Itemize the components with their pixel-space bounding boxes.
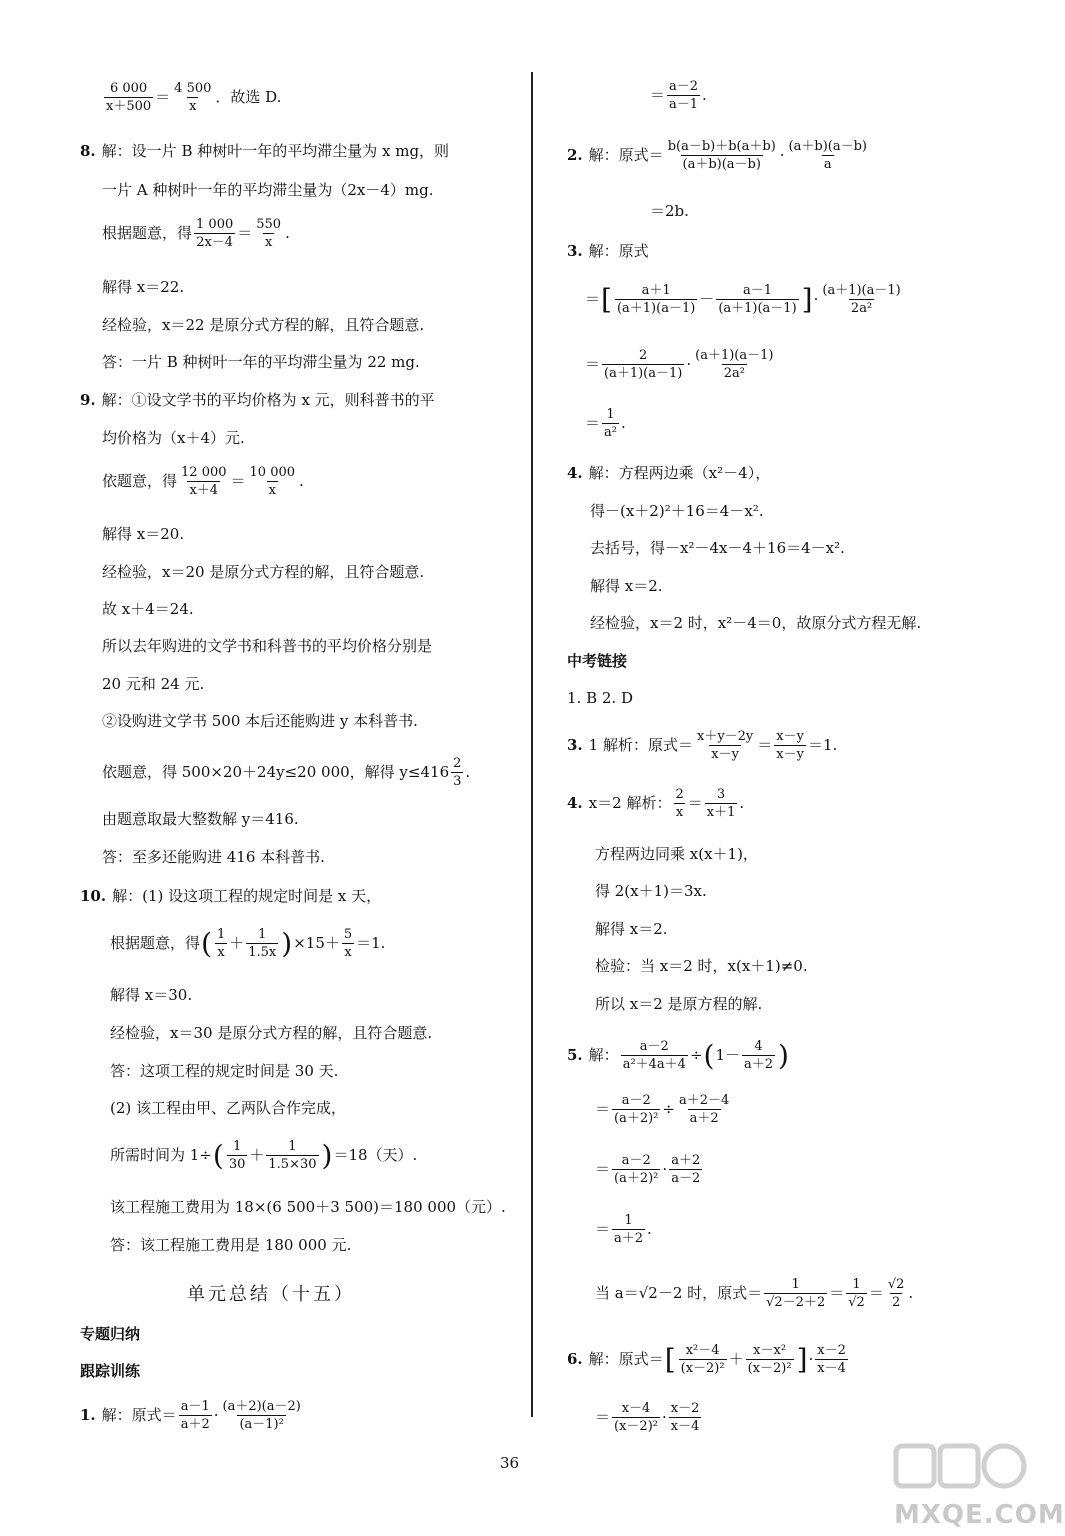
question-number: 8.	[80, 142, 96, 160]
fraction: $\frac{(a+b)(a-b)}{a}$	[788, 139, 867, 172]
q8-line-c: 根据题意，得 $\frac{1 000}{2x-4}$ ＝ $\frac{550}{x}$ .	[102, 217, 290, 250]
r4-line-d: 解得 x＝2.	[590, 577, 663, 595]
zk4-line-d: 检验：当 x＝2 时，x(x＋1)≠0.	[595, 957, 808, 975]
q9-line-l: 答：至多还能购进 416 本科普书.	[102, 848, 325, 866]
fraction: $\frac{√2}{2}$	[887, 1277, 905, 1310]
zk5-line: 5. 解： $\frac{a-2}{\text{a²＋4a＋4}}$ ÷ ( 1－ $\frac{4}{a+2}$ )	[567, 1038, 789, 1072]
fraction: $\frac{1}{30}$	[228, 1139, 246, 1172]
zk5-substitution: 当 a＝√2－2 时，原式＝ $\frac{1}{√2-2+2}$ ＝ $\frac{1}{√2}$ ＝ $\frac{√2}{2}$ .	[595, 1277, 914, 1310]
fraction: $\frac{(a+2)(a-2)}{\text{(a－1)²}}$	[222, 1399, 301, 1432]
question-number: 9.	[80, 391, 96, 409]
fraction: $\frac{2}{3}$	[453, 756, 462, 789]
question-number: 4.	[567, 794, 583, 812]
line-q7-end: $\frac{6 000}{x+500}$ ＝ $\frac{4 500}{x}$ ．故选 D.	[106, 81, 282, 114]
zk-line-1-2: 1. B 2. D	[567, 689, 633, 707]
fraction: $\frac{12 000}{x+4}$	[181, 465, 227, 498]
fraction: $\frac{1}{√2}$	[848, 1277, 865, 1310]
zk5-line-4: ＝ $\frac{1}{a+2}$ .	[595, 1213, 652, 1246]
zk3-line: 3. 1 解析：原式＝ $\frac{x+y-2y}{x-y}$ ＝ $\frac{x-y}{x-y}$ ＝1.	[567, 729, 838, 762]
fraction: $\frac{a-2}{a-1}$	[669, 79, 699, 112]
fraction: $\frac{10 000}{x}$	[249, 465, 296, 498]
q8-line-f: 答：一片 B 种树叶一年的平均滞尘量为 22 mg.	[102, 353, 420, 371]
q8-line-d: 解得 x＝22.	[102, 278, 185, 296]
question-number: 3.	[567, 736, 583, 754]
fraction: $\frac{x-2}{x-4}$	[670, 1401, 700, 1434]
q10-line-i: 答：该工程施工费用是 180 000 元.	[110, 1236, 352, 1254]
q9-line-j: 依题意，得 500×20＋24y≤20 000，解得 y≤416 $\frac{2}{3}$ .	[102, 756, 471, 789]
fraction: $\frac{x-4}{\text{(x－2)²}}$	[614, 1401, 658, 1434]
r0-line: ＝ $\frac{a-2}{a-1}$ .	[650, 79, 707, 112]
fraction: $\frac{1}{√2-2+2}$	[766, 1277, 826, 1310]
q9-line-f: 故 x＋4＝24.	[102, 600, 194, 618]
r3-line-2: ＝ $\frac{2}{(a+1)(a-1)}$ · $\frac{(a+1)(a-1)}{\text{2a²}}$	[585, 348, 774, 381]
zk6-line: 6. 解：原式＝ [ $\frac{\text{x²－4}}{\text{(x－2)²}}$ ＋ $\frac{\text{x－x²}}{\text{(x－2)²}}$ ] · $\frac{x-2}{x-4}$	[567, 1342, 846, 1376]
r3-line-1: ＝ [ $\frac{a+1}{(a+1)(a-1)}$ － $\frac{a-1}{(a+1)(a-1)}$ ] · $\frac{(a+1)(a-1)}{\text{2a²}}$	[585, 282, 901, 316]
q9-line-c: 依题意，得 $\frac{12 000}{x+4}$ ＝ $\frac{10 000}{x}$ .	[102, 465, 304, 498]
r4-line-e: 经检验，x＝2 时，x²－4＝0，故原分式方程无解.	[590, 614, 922, 632]
q8-line-b: 一片 A 种树叶一年的平均滞尘量为（2x－4）mg.	[102, 181, 434, 199]
q10-line-b: 根据题意，得 ( $\frac{1}{x}$ ＋ $\frac{1}{1.5x}$ ) ×15＋ $\frac{5}{x}$ ＝1.	[110, 926, 386, 960]
subhead-exam-link: 中考链接	[567, 652, 628, 670]
q9-line-d: 解得 x＝20.	[102, 525, 185, 543]
r4-line-c: 去括号，得－x²－4x－4＋16＝4－x².	[590, 539, 845, 557]
q10-line-d: 经检验，x＝30 是原分式方程的解，且符合题意.	[110, 1024, 433, 1042]
question-number: 10.	[80, 887, 107, 905]
fraction: $\frac{(a+1)(a-1)}{\text{2a²}}$	[822, 283, 901, 316]
q10-line-e: 答：这项工程的规定时间是 30 天.	[110, 1062, 339, 1080]
r3-head: 3. 解：原式	[567, 242, 649, 260]
q9-line-k: 由题意取最大整数解 y＝416.	[102, 810, 299, 828]
section-title: 单元总结（十五）	[187, 1284, 355, 1305]
watermark-text: MXQE.COM	[894, 1500, 1065, 1530]
zk4-line: 4. x＝2 解析： $\frac{2}{x}$ ＝ $\frac{3}{x+1}$ .	[567, 787, 745, 820]
page-number: 36	[500, 1454, 520, 1472]
t1-line: 1. 解：原式＝ $\frac{a-1}{a+2}$ · $\frac{(a+2)(a-2)}{\text{(a－1)²}}$	[80, 1399, 301, 1432]
fraction: $\frac{a+2}{a-2}$	[671, 1153, 701, 1186]
q9-line-a: 9. 解：①设文学书的平均价格为 x 元，则科普书的平	[80, 391, 435, 409]
fraction: $\frac{3}{x+1}$	[706, 787, 736, 820]
q10-line-g: 所需时间为 1÷ ( $\frac{1}{30}$ ＋ $\frac{1}{1.5\times 30}$ ) ＝18（天）.	[110, 1138, 418, 1172]
zk6-line-2: ＝ $\frac{x-4}{\text{(x－2)²}}$ · $\frac{x-2}{x-4}$	[595, 1401, 700, 1434]
fraction: $\frac{4 500}{x}$	[174, 81, 212, 114]
q9-line-b: 均价格为（x＋4）元.	[102, 429, 245, 447]
fraction: $\frac{1}{1.5x}$	[248, 927, 277, 960]
fraction: $\frac{a-1}{(a+1)(a-1)}$	[718, 283, 797, 316]
fraction: $\frac{a+2-4}{a+2}$	[678, 1093, 730, 1126]
q9-line-h: 20 元和 24 元.	[102, 675, 205, 693]
zk4-line-e: 所以 x＝2 是原方程的解.	[595, 995, 763, 1013]
fraction: $\frac{550}{x}$	[256, 217, 282, 250]
zk4-line-c: 解得 x＝2.	[595, 920, 668, 938]
q10-line-a: 10. 解：(1) 设这项工程的规定时间是 x 天，	[80, 887, 382, 905]
q9-line-i: ②设购进文学书 500 本后还能购进 y 本科普书.	[102, 712, 418, 730]
fraction: $\frac{2}{(a+1)(a-1)}$	[604, 348, 683, 381]
subhead-topic-summary: 专题归纳	[80, 1325, 141, 1343]
fraction: $\frac{(a+1)(a-1)}{\text{2a²}}$	[695, 348, 774, 381]
q8-line-e: 经检验，x＝22 是原分式方程的解，且符合题意.	[102, 316, 425, 334]
q8-line-a: 8. 解：设一片 B 种树叶一年的平均滞尘量为 x mg，则	[80, 142, 450, 160]
q9-line-g: 所以去年购进的文学书和科普书的平均价格分别是	[102, 637, 433, 655]
fraction: $\frac{x-y}{x-y}$	[776, 729, 804, 762]
fraction: $\frac{b(a-b)+b(a+b)}{(a+b)(a-b)}$	[667, 139, 776, 172]
fraction: $\frac{a-2}{\text{(a＋2)²}}$	[614, 1093, 659, 1126]
question-number: 4.	[567, 464, 583, 482]
zk5-line-3: ＝ $\frac{a-2}{\text{(a＋2)²}}$ · $\frac{a+2}{a-2}$	[595, 1153, 701, 1186]
r4-line-b: 得－(x＋2)²＋16＝4－x².	[590, 502, 764, 520]
fraction: $\frac{\text{x²－4}}{\text{(x－2)²}}$	[680, 1343, 725, 1376]
fraction: $\frac{a+1}{(a+1)(a-1)}$	[616, 283, 696, 316]
q9-line-e: 经检验，x＝20 是原分式方程的解，且符合题意.	[102, 563, 425, 581]
fraction: $\frac{1}{1.5\times 30}$	[268, 1139, 317, 1172]
r2-result: ＝2b.	[650, 202, 689, 220]
fraction: $\frac{1}{a+2}$	[614, 1213, 644, 1246]
r4-line-a: 4. 解：方程两边乘（x²－4），	[567, 464, 771, 482]
fraction: $\frac{2}{x}$	[675, 787, 684, 820]
question-number: 6.	[567, 1350, 583, 1368]
q10-line-h: 该工程施工费用为 18×(6 500＋3 500)＝180 000（元）.	[110, 1198, 506, 1216]
fraction: $\frac{a-2}{\text{(a＋2)²}}$	[614, 1153, 659, 1186]
fraction: $\frac{1}{\text{a²}}$	[604, 407, 617, 440]
fraction: $\frac{\text{x－x²}}{\text{(x－2)²}}$	[747, 1343, 792, 1376]
question-number: 2.	[567, 146, 583, 164]
fraction: $\frac{4}{a+2}$	[744, 1039, 774, 1072]
fraction: $\frac{a-2}{\text{a²＋4a＋4}}$	[622, 1039, 686, 1072]
fraction: $\frac{x-2}{x-4}$	[817, 1343, 846, 1376]
r3-line-3: ＝ $\frac{1}{\text{a²}}$ .	[585, 407, 626, 440]
fraction: $\frac{1}{x}$	[216, 927, 226, 960]
question-number: 1.	[80, 1406, 96, 1424]
q10-line-f: (2) 该工程由甲、乙两队合作完成，	[110, 1099, 347, 1117]
subhead-tracking-practice: 跟踪训练	[80, 1362, 141, 1380]
r2-line: 2. 解：原式＝ $\frac{b(a-b)+b(a+b)}{(a+b)(a-b)}$ · $\frac{(a+b)(a-b)}{a}$	[567, 139, 867, 172]
zk5-line-2: ＝ $\frac{a-2}{\text{(a＋2)²}}$ ÷ $\frac{a+2-4}{a+2}$	[595, 1093, 730, 1126]
zk4-line-a: 方程两边同乘 x(x＋1)，	[595, 845, 758, 863]
q10-line-c: 解得 x＝30.	[110, 986, 193, 1004]
fraction: $\frac{1 000}{2x-4}$	[196, 217, 234, 250]
fraction: $\frac{x+y-2y}{x-y}$	[696, 729, 754, 762]
question-number: 5.	[567, 1046, 583, 1064]
fraction: $\frac{5}{x}$	[343, 927, 353, 960]
fraction: $\frac{6 000}{x+500}$	[106, 81, 152, 114]
column-divider	[531, 72, 533, 1417]
question-number: 3.	[567, 242, 583, 260]
zk4-line-b: 得 2(x＋1)＝3x.	[595, 882, 707, 900]
fraction: $\frac{a-1}{a+2}$	[180, 1399, 210, 1432]
